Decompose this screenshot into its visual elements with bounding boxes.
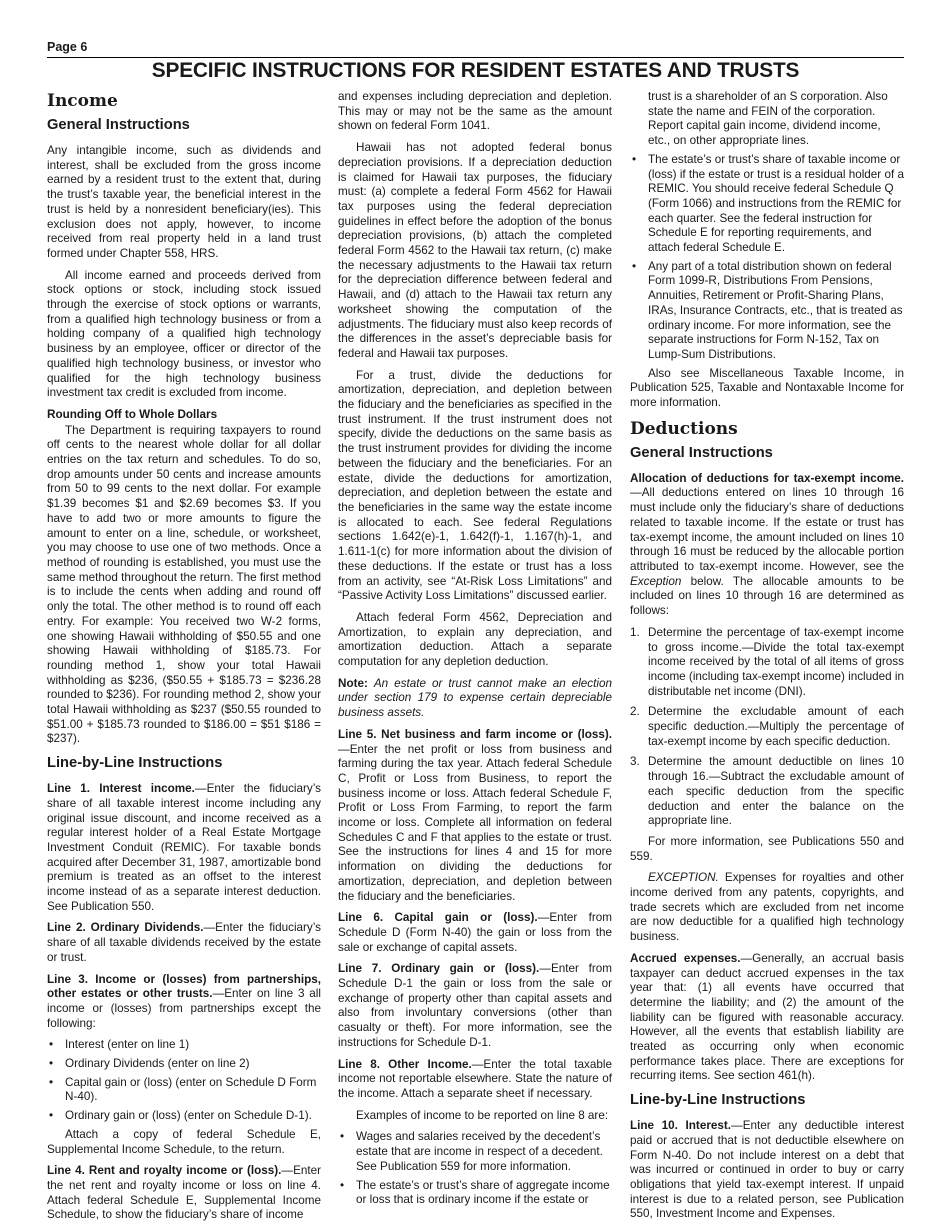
step-number: 2.: [630, 705, 640, 719]
rounding-paragraph: The Department is requiring taxpayers to round off cents to the nearest whole dollar for all dollar entries on the tax return and schedules. To do so, drop amounts under 50 cents and increase amounts from 50 to 99 cents to the next dollar. For example $1.39 becomes $1 and $2.69 becomes $3. If you have to add two or more amounts to figure the amount to enter on a line, schedule, or worksheet, you may choose to use one of two methods. Once a method of rounding is established, you must use the same method throughout the return. The first method is to include the cents when adding and round off only the total. The other method is to round off each entry. For example: You received two W-2 forms, one showing Hawaii withholding of $50.55 and one showing Hawaii withholding of $185.73. For rounding method 1, show your total Hawaii withholding as $236, ($50.55 + $185.73 = $236.28 rounded to $236). For rounding method 2, show your total Hawaii withholding as $237 ($50.55 rounded to $51.00 + $185.73 rounded to $186.00 = $51 $186 = $237).: [47, 423, 321, 746]
line3-text: —Enter on line 3 all income or (losses) from partnerships except the following:: [47, 987, 321, 1030]
list-item: • The estate’s or trust’s share of taxable income or (loss) if the estate or trust is a residual holder of a REMIC. You should receive federal Schedule Q (Form 1066) and instructions from the REMIC for each quarter. See the federal instruction for Schedule E for reporting requirements, and attach federal Schedule E.: [630, 153, 904, 256]
note-label: Note:: [338, 676, 368, 690]
step-text: Determine the excludable amount of each specific deduction.—Multiply the percentage of tax-exempt income by each specific deduction.: [648, 705, 904, 748]
line10-paragraph: [630, 1119, 904, 1222]
list-item: [630, 755, 904, 829]
line7-title: Line 7. Ordinary gain or (loss).: [338, 962, 540, 976]
list-item: • Ordinary Dividends (enter on line 2): [47, 1057, 321, 1072]
line1-paragraph: [47, 782, 321, 914]
allocation-steps-list: [630, 626, 904, 829]
line8-examples-list: [338, 1130, 612, 1208]
step-number: 1.: [630, 625, 640, 639]
more-info-paragraph: For more information, see Publications 550 and 559.: [630, 834, 904, 863]
line5-title: Line 5. Net business and farm income or (loss).: [338, 727, 612, 741]
line1-text: —Enter the fiduciary’s share of all taxable interest income including any original issue discount, and income received as a regular interest holder of a Real Estate Mortgage Investment Conduit (REMIC). For taxable bonds acquired after December 31, 1987, amortizable bond premium is treated as an offset to the interest income instead of as a separate interest deduction. See Publication 550.: [47, 782, 321, 913]
line-by-line-heading: Line-by-Line Instructions: [47, 755, 223, 772]
line7-paragraph: [338, 962, 612, 1050]
deductions-general-instructions-heading: General Instructions: [630, 444, 773, 461]
bonus-depreciation-paragraph: Hawaii has not adopted federal bonus depreciation provisions. If a depreciation deduction is claimed for Hawaii tax purposes, the fiduciary must: (a) complete a federal Form 4562 for Hawaii tax purposes using the federal depreciation guidelines in effect before the adoption of the bonus depreciation provisions, (b) attach the completed federal Form 4562 to the Hawaii tax return, (c) make the necessary adjustments to the Hawaii tax return for the depreciation difference between federal and Hawaii, and (d) attach to the Hawaii tax return any worksheet showing the computation of the adjustments. The fiduciary must also keep records of the differences in the asset’s depreciable basis for federal and Hawaii tax purposes.: [338, 141, 612, 360]
line3-exceptions-list: [47, 1038, 321, 1124]
note-text: An estate or trust cannot make an election under section 179 to expense certain depreciable business assets.: [338, 676, 612, 720]
accrued-expenses-paragraph: [630, 952, 904, 1084]
allocation-text-b: below. The allocable amounts to be included on lines 10 through 16 are determined as follows:: [630, 574, 904, 618]
list-item-text: trust is a shareholder of an S corporation. Also state the name and FEIN of the corporation. Report capital gain income, dividend income, etc., on other appropriate lines.: [648, 90, 888, 148]
form-4562-paragraph: Attach federal Form 4562, Depreciation and Amortization, to explain any depreciation, and amortization deduction. Attach a separate computation for any depletion deduction.: [338, 610, 612, 669]
allocation-title: Allocation of deductions for tax-exempt income.: [630, 471, 904, 485]
exception-text: Expenses for royalties and other income derived from any patents, copyrights, and trade secrets which are excluded from net income are now deductible for a qualified high technology business.: [630, 871, 904, 944]
line7-text: —Enter from Schedule D-1 the gain or loss from the sale or exchange of property other than capital assets and also from involuntary conversions (other than casualty or theft). For more information, see the instructions for Schedule D-1.: [338, 962, 612, 1049]
line3-paragraph: [47, 973, 321, 1032]
line3-attach-paragraph: Attach a copy of federal Schedule E, Supplemental Income Schedule, to the return.: [47, 1127, 321, 1156]
line6-title: Line 6. Capital gain or (loss).: [338, 911, 538, 925]
step-number: 3.: [630, 755, 640, 769]
line1-title: Line 1. Interest income.: [47, 782, 195, 796]
deductions-line-by-line-heading: Line-by-Line Instructions: [630, 1092, 806, 1109]
rounding-heading: Rounding Off to Whole Dollars: [47, 407, 218, 421]
accrued-title: Accrued expenses.: [630, 951, 741, 965]
list-item: • Any part of a total distribution shown on federal Form 1099-R, Distributions From Pensions, Annuities, Retirement or Profit-Sharing Plans, IRAs, Insurance Contracts, etc., that is treated as ordinary income. For more information, see the separate instructions for Form N-152, Tax on Lump-Sum Distributions.: [630, 260, 904, 363]
line4-continued-paragraph: and expenses including depreciation and depletion. This may or may not be the same as the amount shown on federal Form 1041.: [338, 90, 612, 133]
column-2: [338, 90, 612, 1212]
list-item: • Ordinary gain or (loss) (enter on Schedule D-1).: [47, 1109, 321, 1124]
list-item: • Interest (enter on line 1): [47, 1038, 321, 1053]
list-item: [630, 705, 904, 749]
column-3: [630, 90, 904, 1229]
line2-paragraph: [47, 921, 321, 965]
line5-paragraph: [338, 728, 612, 904]
deductions-heading: Deductions: [630, 418, 738, 439]
line4-text: —Enter the net rent and royalty income or loss on line 4. Attach federal Schedule E, Supplemental Income Schedule, to show the fiduciary’s share of income: [47, 1164, 321, 1222]
allocation-exception-word: Exception: [630, 574, 682, 588]
line8-examples-list-continued: [630, 90, 904, 363]
list-item: • Wages and salaries received by the decedent’s estate that are income in respect of a decedent. See Publication 559 for more information.: [338, 1130, 612, 1174]
page-number: Page 6: [47, 40, 88, 54]
page-title: SPECIFIC INSTRUCTIONS FOR RESIDENT ESTATES AND TRUSTS: [151, 58, 800, 82]
also-see-paragraph: Also see Miscellaneous Taxable Income, in Publication 525, Taxable and Nontaxable Income for more information.: [630, 366, 904, 410]
list-item: • Capital gain or (loss) (enter on Schedule D Form N-40).: [47, 1076, 321, 1105]
list-item-continued: [630, 90, 904, 149]
line10-title: Line 10. Interest.: [630, 1119, 732, 1133]
general-instructions-heading: General Instructions: [47, 117, 190, 133]
accrued-text: —Generally, an accrual basis taxpayer can deduct accrued expenses in the tax year that: (1) all events have occurred that determine the liability; and (2) the amount of the liability can be figured with reasonable accuracy. However, all the events that establish liability are treated as occurring only when economic performance takes place. There are exceptions for recurring items. See section 461(h).: [630, 951, 904, 1083]
line2-title: Line 2. Ordinary Dividends.: [47, 921, 204, 935]
step-text: Determine the percentage of tax-exempt income to gross income.—Divide the total tax-exempt income received by the total of all items of gross income (including tax-exempt income) included in distributable net income (DNI).: [648, 625, 904, 698]
line4-title: Line 4. Rent and royalty income or (loss).: [47, 1164, 282, 1178]
line4-paragraph: [47, 1164, 321, 1223]
trust-deductions-paragraph: For a trust, divide the deductions for amortization, depreciation, and depletion between the fiduciary and the beneficiaries as specified in the trust instrument. If the trust instrument does not specify, divide the deductions on the same basis as the trust instrument provides for dividing the income between the fiduciary and the beneficiaries. For an estate, divide the deductions for amortization, depreciation, and depletion between the estate and the beneficiaries in the same way the estate income is allocated to each. See federal Regulations sections 1.642(e)-1, 1.642(f)-1, 1.167(h)-1, and 1.611-1(c) for more information about the division of these deductions. If the estate or trust has a loss from an activity, see “At-Risk Loss Limitations” and “Passive Activity Loss Limitations” discussed earlier.: [338, 368, 612, 603]
page-header: [47, 38, 904, 58]
line3-title: Line 3. Income or (losses) from partnerships, other estates or other trusts.: [47, 972, 321, 1001]
line8-text: —Enter the total taxable income not reportable elsewhere. State the nature of the income. Attach a separate sheet if necessary.: [338, 1057, 612, 1100]
line8-examples-intro: Examples of income to be reported on line 8 are:: [356, 1108, 609, 1122]
list-item: • The estate’s or trust’s share of aggregate income or loss that is ordinary income if the estate or: [338, 1179, 612, 1208]
column-1: [47, 90, 321, 1230]
stock-options-paragraph: All income earned and proceeds derived from stock options or stock, including stock issued through the exercise of stock options or warrants, from a qualified high technology business or from a holding company of a qualified high technology business by an employee, officer or director of the qualified high technology business, or investor who qualified for the high technology business investment tax credit is excluded from income.: [47, 268, 321, 400]
income-heading: Income: [47, 91, 118, 111]
exception-paragraph: [630, 871, 904, 945]
intangible-income-paragraph: Any intangible income, such as dividends and interest, shall be excluded from the gross income earned by a resident trust to the extent that, during the trust’s taxable year, the beneficial interest in the trust is held by a nonresident beneficiary(ies). This exclusion does not apply, however, to income received from real property held in a land trust formed under Chapter 558, HRS.: [47, 144, 321, 260]
line2-text: —Enter the fiduciary’s share of all taxable dividends received by the estate or trust.: [47, 921, 322, 964]
allocation-text-a: —All deductions entered on lines 10 through 16 must include only the fiduciary’s share of deductions related to taxable income. If the estate or trust has tax-exempt income, the amount included on lines 10 through 16 must be reduced by the allocable portion attributed to tax-exempt income. However, see the: [630, 486, 904, 573]
line8-title: Line 8. Other Income.: [338, 1057, 472, 1071]
exception-label: EXCEPTION.: [648, 871, 719, 885]
line6-text: —Enter from Schedule D (Form N-40) the gain or loss from the sale or exchange of capital assets.: [338, 911, 612, 954]
line8-paragraph: [338, 1058, 612, 1102]
step-text: Determine the amount deductible on lines 10 through 16.—Subtract the excludable amount of each specific deduction from the specific deduction and enter the balance on the appropriate line.: [648, 755, 904, 828]
list-item: [630, 626, 904, 700]
allocation-paragraph: [630, 472, 904, 619]
note-paragraph: [338, 677, 612, 721]
line10-text: —Enter any deductible interest paid or accrued that is not deductible elsewhere on Form N-40. Do not include interest on a debt that was incurred or continued in order to buy or carry obligations that yield tax-exempt interest. If unpaid interest is due to a related person, see Publication 550, Investment Income and Expenses.: [630, 1119, 904, 1221]
line6-paragraph: [338, 911, 612, 955]
line5-text: —Enter the net profit or loss from business and farming during the tax year. Attach federal Schedule C, Profit or Loss from Business, to report the business income or loss. Attach federal Schedule F, Profit or Loss From Farming, to report the farm income or loss. Complete all information on federal Schedules C and F that applies to the estate or trust. See the instructions for lines 4 and 15 for more information on dividing the deductions for amortization, depreciation, and depletion between the fiduciary and the beneficiaries.: [338, 742, 612, 903]
